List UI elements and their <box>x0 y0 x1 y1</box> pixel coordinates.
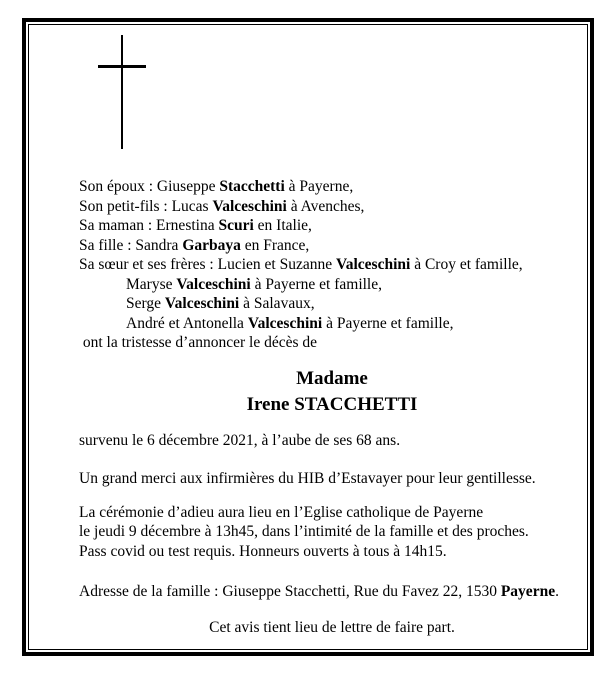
mourning-border-inner <box>28 24 588 650</box>
death-date-paragraph <box>79 431 585 451</box>
text-line: Son époux : Giuseppe Stacchetti à Payerne, <box>79 178 354 195</box>
latin-cross-icon <box>98 35 146 149</box>
text-line: ont la tristesse d’annoncer le décès de <box>79 334 318 351</box>
thanks-paragraph <box>79 469 585 489</box>
deceased-name: Irene STACCHETTI <box>246 393 418 415</box>
cross-vertical-bar <box>121 35 123 149</box>
text-line: survenu le 6 décembre 2021, à l’aube de ses 68 ans. <box>79 431 401 449</box>
text-line: Serge Valceschini à Salavaux, <box>126 295 315 312</box>
text-line: Un grand merci aux infirmières du HIB d’Estavayer pour leur gentillesse. <box>79 470 536 487</box>
text-line: André et Antonella Valceschini à Payerne et famille, <box>126 314 454 332</box>
closing-line: Cet avis tient lieu de lettre de faire part. <box>209 618 455 636</box>
ceremony-paragraph <box>79 503 585 562</box>
text-line: Maryse Valceschini à Payerne et famille, <box>126 275 382 293</box>
text-line: Sa sœur et ses frères : Lucien et Suzanne Valceschini à Croy et famille, <box>79 256 523 273</box>
family-address-paragraph <box>79 582 585 602</box>
text-line: Sa fille : Sandra Garbaya en France, <box>79 236 310 254</box>
mourning-border-outer <box>22 18 594 656</box>
deceased-title <box>79 366 585 418</box>
text-line: Son petit-fils : Lucas Valceschini à Avenches, <box>79 197 365 215</box>
text-line: Sa maman : Ernestina Scuri en Italie, <box>79 217 312 234</box>
text-line: le jeudi 9 décembre à 13h45, dans l’intimité de la famille et des proches. <box>79 523 529 540</box>
cross-horizontal-bar <box>98 65 146 68</box>
text-line: La cérémonie d’adieu aura lieu en l’Eglise catholique de Payerne <box>79 503 484 521</box>
deceased-salutation: Madame <box>296 367 368 389</box>
relatives-list <box>79 177 585 353</box>
text-line: Adresse de la famille : Giuseppe Stacchetti, Rue du Favez 22, 1530 Payerne. <box>79 583 559 600</box>
obituary-content <box>29 25 587 649</box>
text-line: Pass covid ou test requis. Honneurs ouverts à tous à 14h15. <box>79 542 447 560</box>
